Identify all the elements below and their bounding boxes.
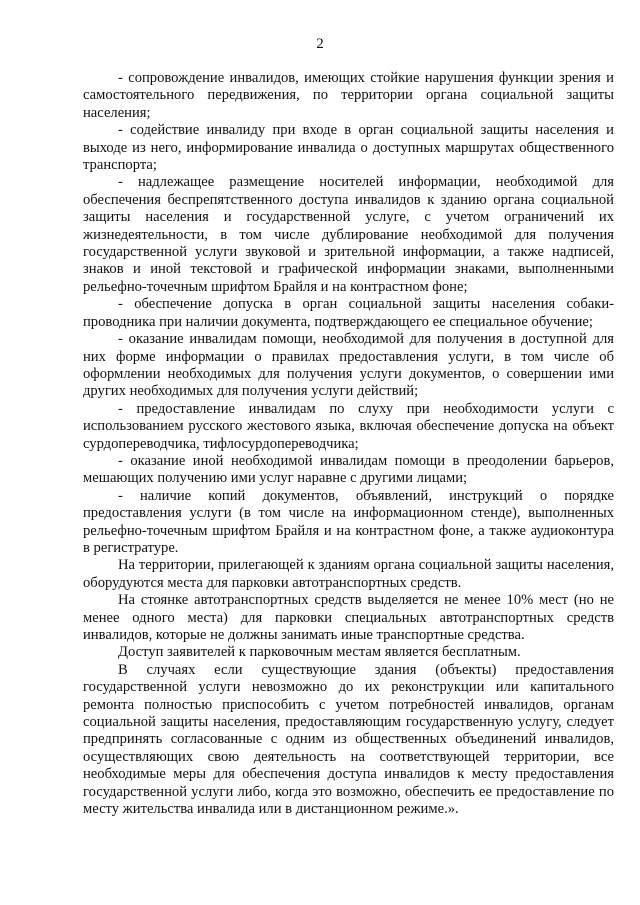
- paragraph-assistance: - оказание инвалидам помощи, необходимой для получения в доступной для них форме информации о правилах предоставления услуги, в том числе об оформлении необходимых для получения услуги документов, о совершении ими других необходимых для получения услуги действий;: [83, 331, 614, 400]
- paragraph-entry-assistance: - содействие инвалиду при входе в орган социальной защиты населения и выходе из него, информирование инвалида о доступных маршрутах общественного транспорта;: [83, 122, 614, 174]
- paragraph-escort: - сопровождение инвалидов, имеющих стойкие нарушения функции зрения и самостоятельного передвижения, по территории органа социальной защиты населения;: [83, 70, 614, 121]
- paragraph-parking-quota: На стоянке автотранспортных средств выделяется не менее 10% мест (но не менее одного места) для парковки специальных автотранспортных средств инвалидов, которые не должны занимать иные транспортные средства.: [83, 592, 614, 643]
- paragraph-guide-dog: - обеспечение допуска в орган социальной защиты населения собаки-проводника при наличии документа, подтверждающего ее специальное обучение;: [83, 296, 614, 330]
- paragraph-braille-copies: - наличие копий документов, объявлений, инструкций о порядке предоставления услуги (в том числе на информационном стенде), выполненных рельефно-точечным шрифтом Брайля и на контрастном фоне, а также аудиоконтура в регистратуре.: [83, 487, 614, 556]
- paragraph-reconstruction: В случаях если существующие здания (объекты) предоставления государственной услуги невозможно до их реконструкции или капитального ремонта полностью приспособить с учетом потребностей инвалидов, органам социальной защиты населения, предоставляющим государственную услугу, следует предпринять согласованные с одним из общественных объединений инвалидов, осуществляющих свою деятельность на соответствующей территории, все необходимые меры для обеспечения доступа инвалидов к месту предоставления государственной услуги либо, когда это возможно, обеспечить ее предоставление по месту жительства инвалида или в дистанционном режиме.».: [83, 661, 614, 818]
- paragraph-sign-language: - предоставление инвалидам по слуху при необходимости услуги с использованием русского жестового языка, включая обеспечение допуска на объект сурдопереводчика, тифлосурдопереводчика;: [83, 400, 614, 452]
- paragraph-information-placement: - надлежащее размещение носителей информации, необходимой для обеспечения беспрепятственного доступа инвалидов к зданию органа социальной защиты населения и государственной услуге, с учетом ограничений их жизнедеятельности, в том числе дублирование необходимой для получения государственной услуги звуковой и зрительной информации, а также надписей, знаков и иной текстовой и графической информации знаками, выполненными рельефно-точечным шрифтом Брайля и на контрастном фоне;: [83, 174, 614, 295]
- page-number: 2: [316, 36, 324, 52]
- paragraph-parking-territory: На территории, прилегающей к зданиям органа социальной защиты населения, оборудуются места для парковки автотранспортных средств.: [83, 557, 614, 591]
- document-body: [83, 70, 614, 818]
- paragraph-barriers: - оказание иной необходимой инвалидам помощи в преодолении барьеров, мешающих получению ими услуг наравне с другими лицами;: [83, 452, 614, 487]
- paragraph-parking-free: Доступ заявителей к парковочным местам является бесплатным.: [118, 644, 521, 661]
